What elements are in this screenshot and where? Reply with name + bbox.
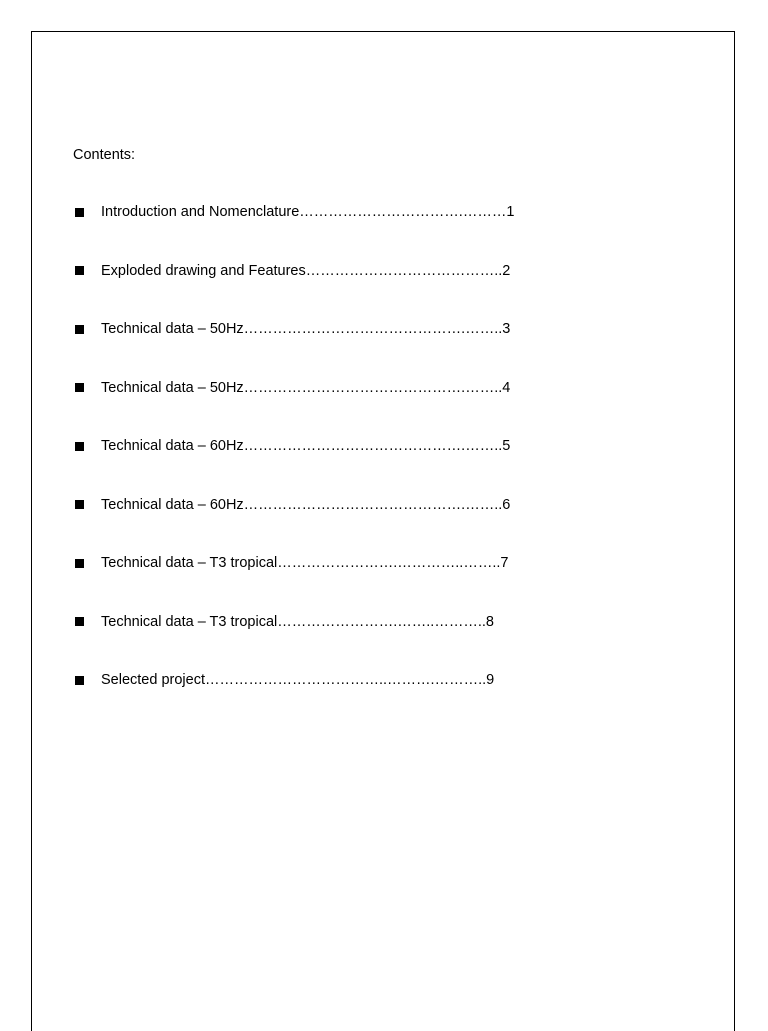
contents-list bbox=[73, 203, 514, 730]
contents-heading: Contents: bbox=[73, 147, 136, 163]
square-bullet-icon bbox=[75, 559, 84, 568]
entry-text: Technical data – 50Hz……………………………………….……..4 bbox=[101, 379, 511, 396]
entry-text: Technical data – 60Hz……………………………………….……..6 bbox=[101, 496, 511, 513]
entry-text: Introduction and Nomenclature…………………………….………1 bbox=[101, 204, 515, 220]
contents-entry bbox=[73, 320, 514, 338]
contents-entry bbox=[73, 554, 514, 572]
entry-text: Selected project………………………………..……….………..9 bbox=[101, 672, 495, 688]
entry-text: Exploded drawing and Features…………………………………..2 bbox=[101, 262, 511, 279]
square-bullet-icon bbox=[75, 617, 84, 626]
square-bullet-icon bbox=[75, 442, 84, 451]
entry-text: Technical data – 60Hz……………………………………….……..5 bbox=[101, 438, 511, 454]
contents-entry bbox=[73, 437, 514, 455]
square-bullet-icon bbox=[75, 676, 84, 685]
square-bullet-icon bbox=[75, 208, 84, 217]
contents-entry bbox=[73, 262, 514, 280]
entry-text: Technical data – T3 tropical…………………….……..………..8 bbox=[101, 613, 494, 630]
contents-entry bbox=[73, 203, 514, 221]
square-bullet-icon bbox=[75, 266, 84, 275]
contents-entry bbox=[73, 671, 514, 689]
entry-text: Technical data – T3 tropical…………………….…………..……..7 bbox=[101, 555, 509, 571]
square-bullet-icon bbox=[75, 383, 84, 392]
contents-entry bbox=[73, 613, 514, 631]
entry-text: Technical data – 50Hz……………………………………….……..3 bbox=[101, 321, 511, 337]
contents-entry bbox=[73, 379, 514, 397]
square-bullet-icon bbox=[75, 325, 84, 334]
square-bullet-icon bbox=[75, 500, 84, 509]
contents-entry bbox=[73, 496, 514, 514]
